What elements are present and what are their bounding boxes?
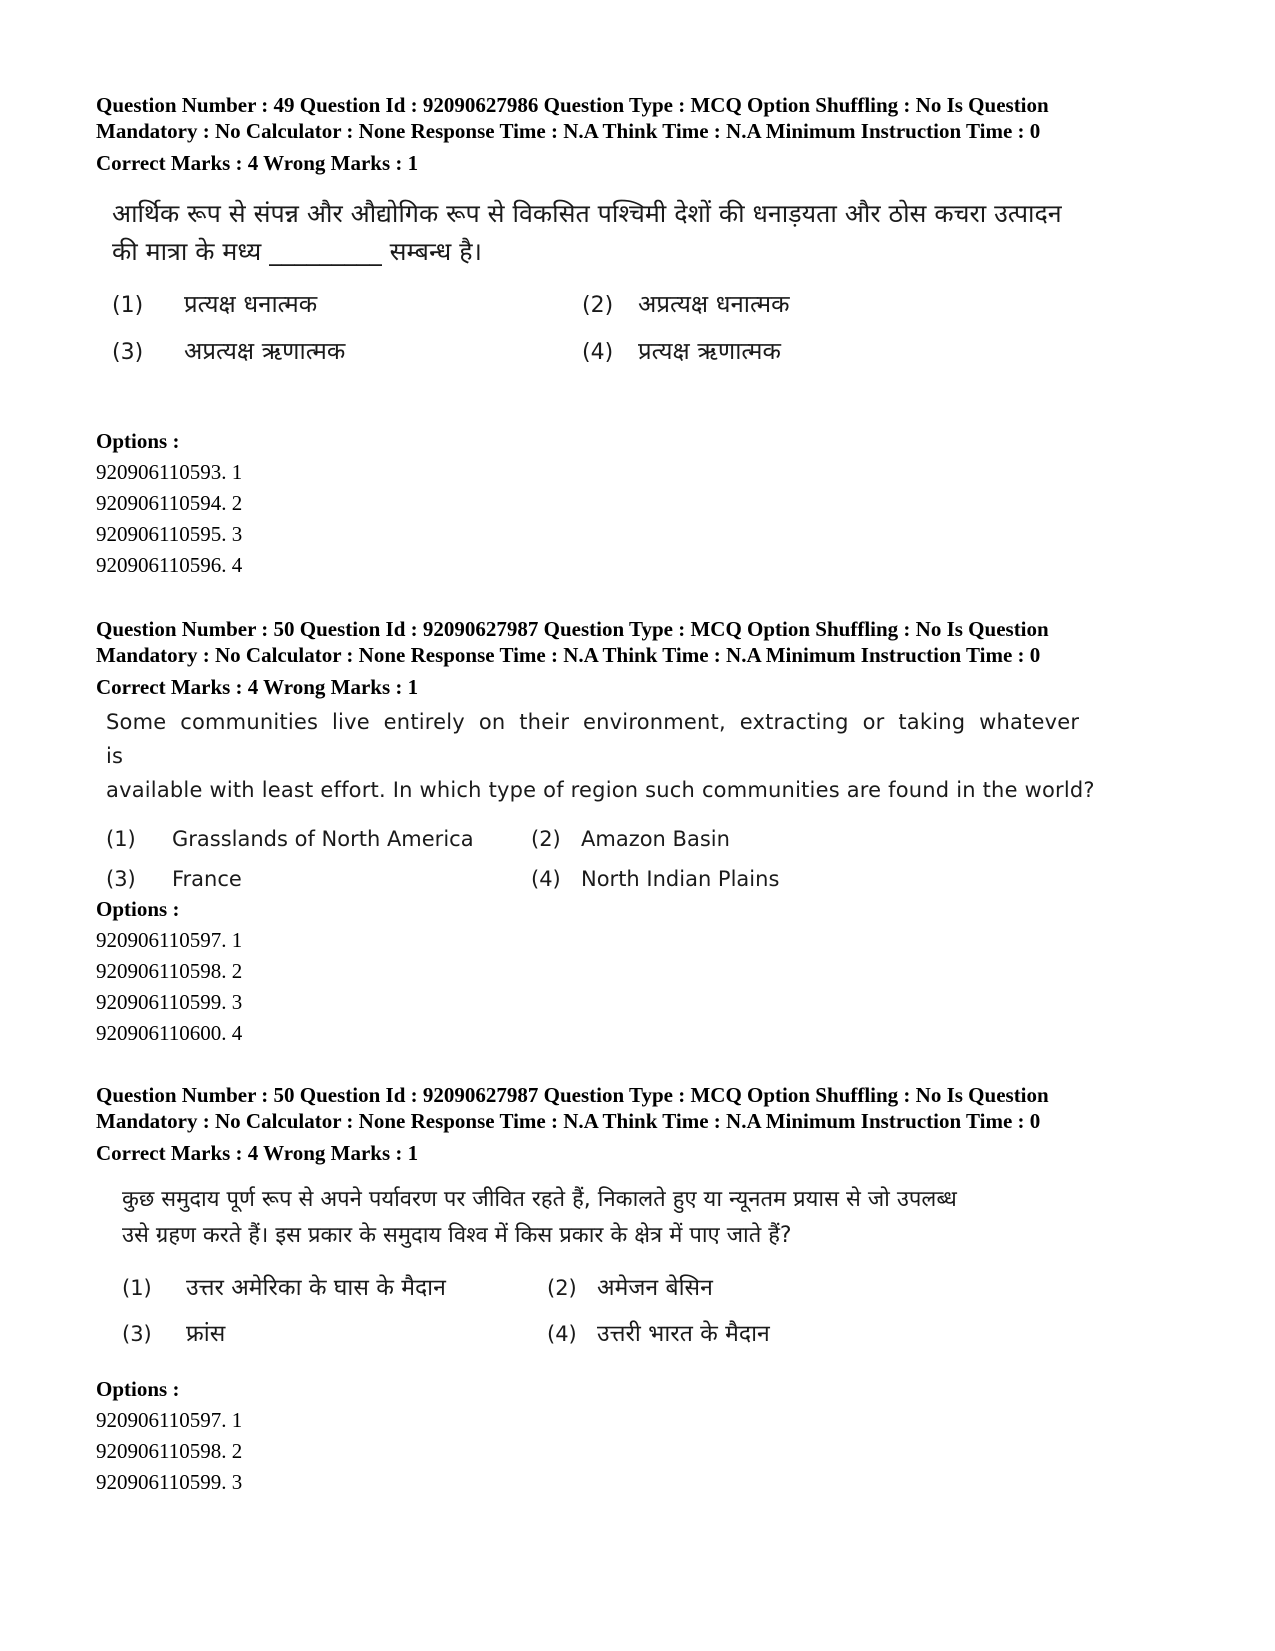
choice-text: उत्तर अमेरिका के घास के मैदान xyxy=(186,1275,446,1301)
choice-grid xyxy=(106,827,1106,891)
question-text-line: उसे ग्रहण करते हैं। इस प्रकार के समुदाय विश्व में किस प्रकार के क्षेत्र में पाए जाते हैं? xyxy=(122,1223,792,1248)
option-item: 920906110595. 3 xyxy=(96,522,243,546)
question-image xyxy=(106,705,1106,891)
choice-number: (4) xyxy=(582,340,614,365)
option-item: 920906110593. 1 xyxy=(96,460,243,484)
options-header: Options : xyxy=(96,429,180,453)
choice xyxy=(106,827,531,851)
choice xyxy=(122,1316,547,1348)
choice-number: (3) xyxy=(112,340,144,365)
question-image xyxy=(112,195,1132,367)
choice-text: अमेजन बेसिन xyxy=(597,1275,713,1301)
choice xyxy=(531,827,981,851)
question-meta xyxy=(96,1082,1186,1166)
marks-line: Correct Marks : 4 Wrong Marks : 1 xyxy=(96,1141,419,1165)
question-meta xyxy=(96,616,1186,700)
choice-number: (1) xyxy=(112,293,144,318)
choice-text: अप्रत्यक्ष धनात्मक xyxy=(638,290,790,318)
choice xyxy=(547,1270,997,1302)
choice xyxy=(531,867,981,891)
question-image xyxy=(122,1182,1102,1348)
choice-number: (4) xyxy=(531,867,561,891)
choice xyxy=(122,1270,547,1302)
options-list xyxy=(96,426,1186,581)
choice-text: प्रत्यक्ष ऋणात्मक xyxy=(638,337,781,365)
option-item: 920906110594. 2 xyxy=(96,491,243,515)
question-text-line: आर्थिक रूप से संपन्न और औद्योगिक रूप से विकसित पश्चिमी देशों की धनाड़यता और ठोस कचरा उत्पादन xyxy=(112,199,1062,228)
question-text xyxy=(112,195,1132,271)
choice-number: (4) xyxy=(547,1322,577,1346)
choice-text: उत्तरी भारत के मैदान xyxy=(597,1321,770,1347)
choice-grid xyxy=(112,287,1132,367)
choice-number: (3) xyxy=(122,1322,152,1346)
choice-text: फ्रांस xyxy=(186,1321,226,1347)
option-item: 920906110597. 1 xyxy=(96,1408,243,1432)
choice-text: North Indian Plains xyxy=(581,867,780,891)
choice-number: (1) xyxy=(122,1276,152,1300)
choice-number: (2) xyxy=(582,293,614,318)
choice-number: (3) xyxy=(106,867,136,891)
choice xyxy=(582,287,1052,320)
choice xyxy=(112,334,582,367)
options-list xyxy=(96,894,1186,1049)
marks-line: Correct Marks : 4 Wrong Marks : 1 xyxy=(96,675,419,699)
option-item: 920906110600. 4 xyxy=(96,1021,243,1045)
question-text-line: की मात्रा के मध्य _________ सम्बन्ध है। xyxy=(112,237,482,266)
choice-text: France xyxy=(172,867,242,891)
choice xyxy=(582,334,1052,367)
option-item: 920906110596. 4 xyxy=(96,553,243,577)
option-item: 920906110598. 2 xyxy=(96,1439,243,1463)
marks-line: Correct Marks : 4 Wrong Marks : 1 xyxy=(96,151,419,175)
choice xyxy=(106,867,531,891)
question-meta-line: Question Number : 50 Question Id : 92090627987 Question Type : MCQ Option Shuffling : No Is Question xyxy=(96,1083,1049,1107)
choice-text: प्रत्यक्ष धनात्मक xyxy=(184,290,318,318)
choice-text: Amazon Basin xyxy=(581,827,730,851)
question-text-line: Some communities live entirely on their environment, extracting or taking whatever is xyxy=(106,710,1080,768)
choice xyxy=(112,287,582,320)
question-meta-line: Mandatory : No Calculator : None Response Time : N.A Think Time : N.A Minimum Instruction Time : 0 xyxy=(96,1109,1041,1133)
question-text xyxy=(106,705,1106,807)
choice-text: अप्रत्यक्ष ऋणात्मक xyxy=(184,337,346,365)
choice-grid xyxy=(122,1270,1102,1348)
choice-number: (1) xyxy=(106,827,136,851)
options-header: Options : xyxy=(96,897,180,921)
options-header: Options : xyxy=(96,1377,180,1401)
choice-number: (2) xyxy=(547,1276,577,1300)
question-meta-line: Question Number : 49 Question Id : 92090627986 Question Type : MCQ Option Shuffling : No Is Question xyxy=(96,93,1049,117)
option-item: 920906110598. 2 xyxy=(96,959,243,983)
options-list xyxy=(96,1374,1186,1498)
question-meta-line: Question Number : 50 Question Id : 92090627987 Question Type : MCQ Option Shuffling : No Is Question xyxy=(96,617,1049,641)
question-meta-line: Mandatory : No Calculator : None Response Time : N.A Think Time : N.A Minimum Instruction Time : 0 xyxy=(96,643,1041,667)
question-meta xyxy=(96,92,1186,176)
question-text xyxy=(122,1182,1102,1254)
option-item: 920906110597. 1 xyxy=(96,928,243,952)
choice-number: (2) xyxy=(531,827,561,851)
choice xyxy=(547,1316,997,1348)
option-item: 920906110599. 3 xyxy=(96,990,243,1014)
question-text-line: कुछ समुदाय पूर्ण रूप से अपने पर्यावरण पर जीवित रहते हैं, निकालते हुए या न्यूनतम प्रयास से जो उपलब्ध xyxy=(122,1187,957,1212)
question-meta-line: Mandatory : No Calculator : None Response Time : N.A Think Time : N.A Minimum Instruction Time : 0 xyxy=(96,119,1041,143)
option-item: 920906110599. 3 xyxy=(96,1470,243,1494)
choice-text: Grasslands of North America xyxy=(172,827,474,851)
question-text-line: available with least effort. In which type of region such communities are found in the world? xyxy=(106,778,1095,802)
